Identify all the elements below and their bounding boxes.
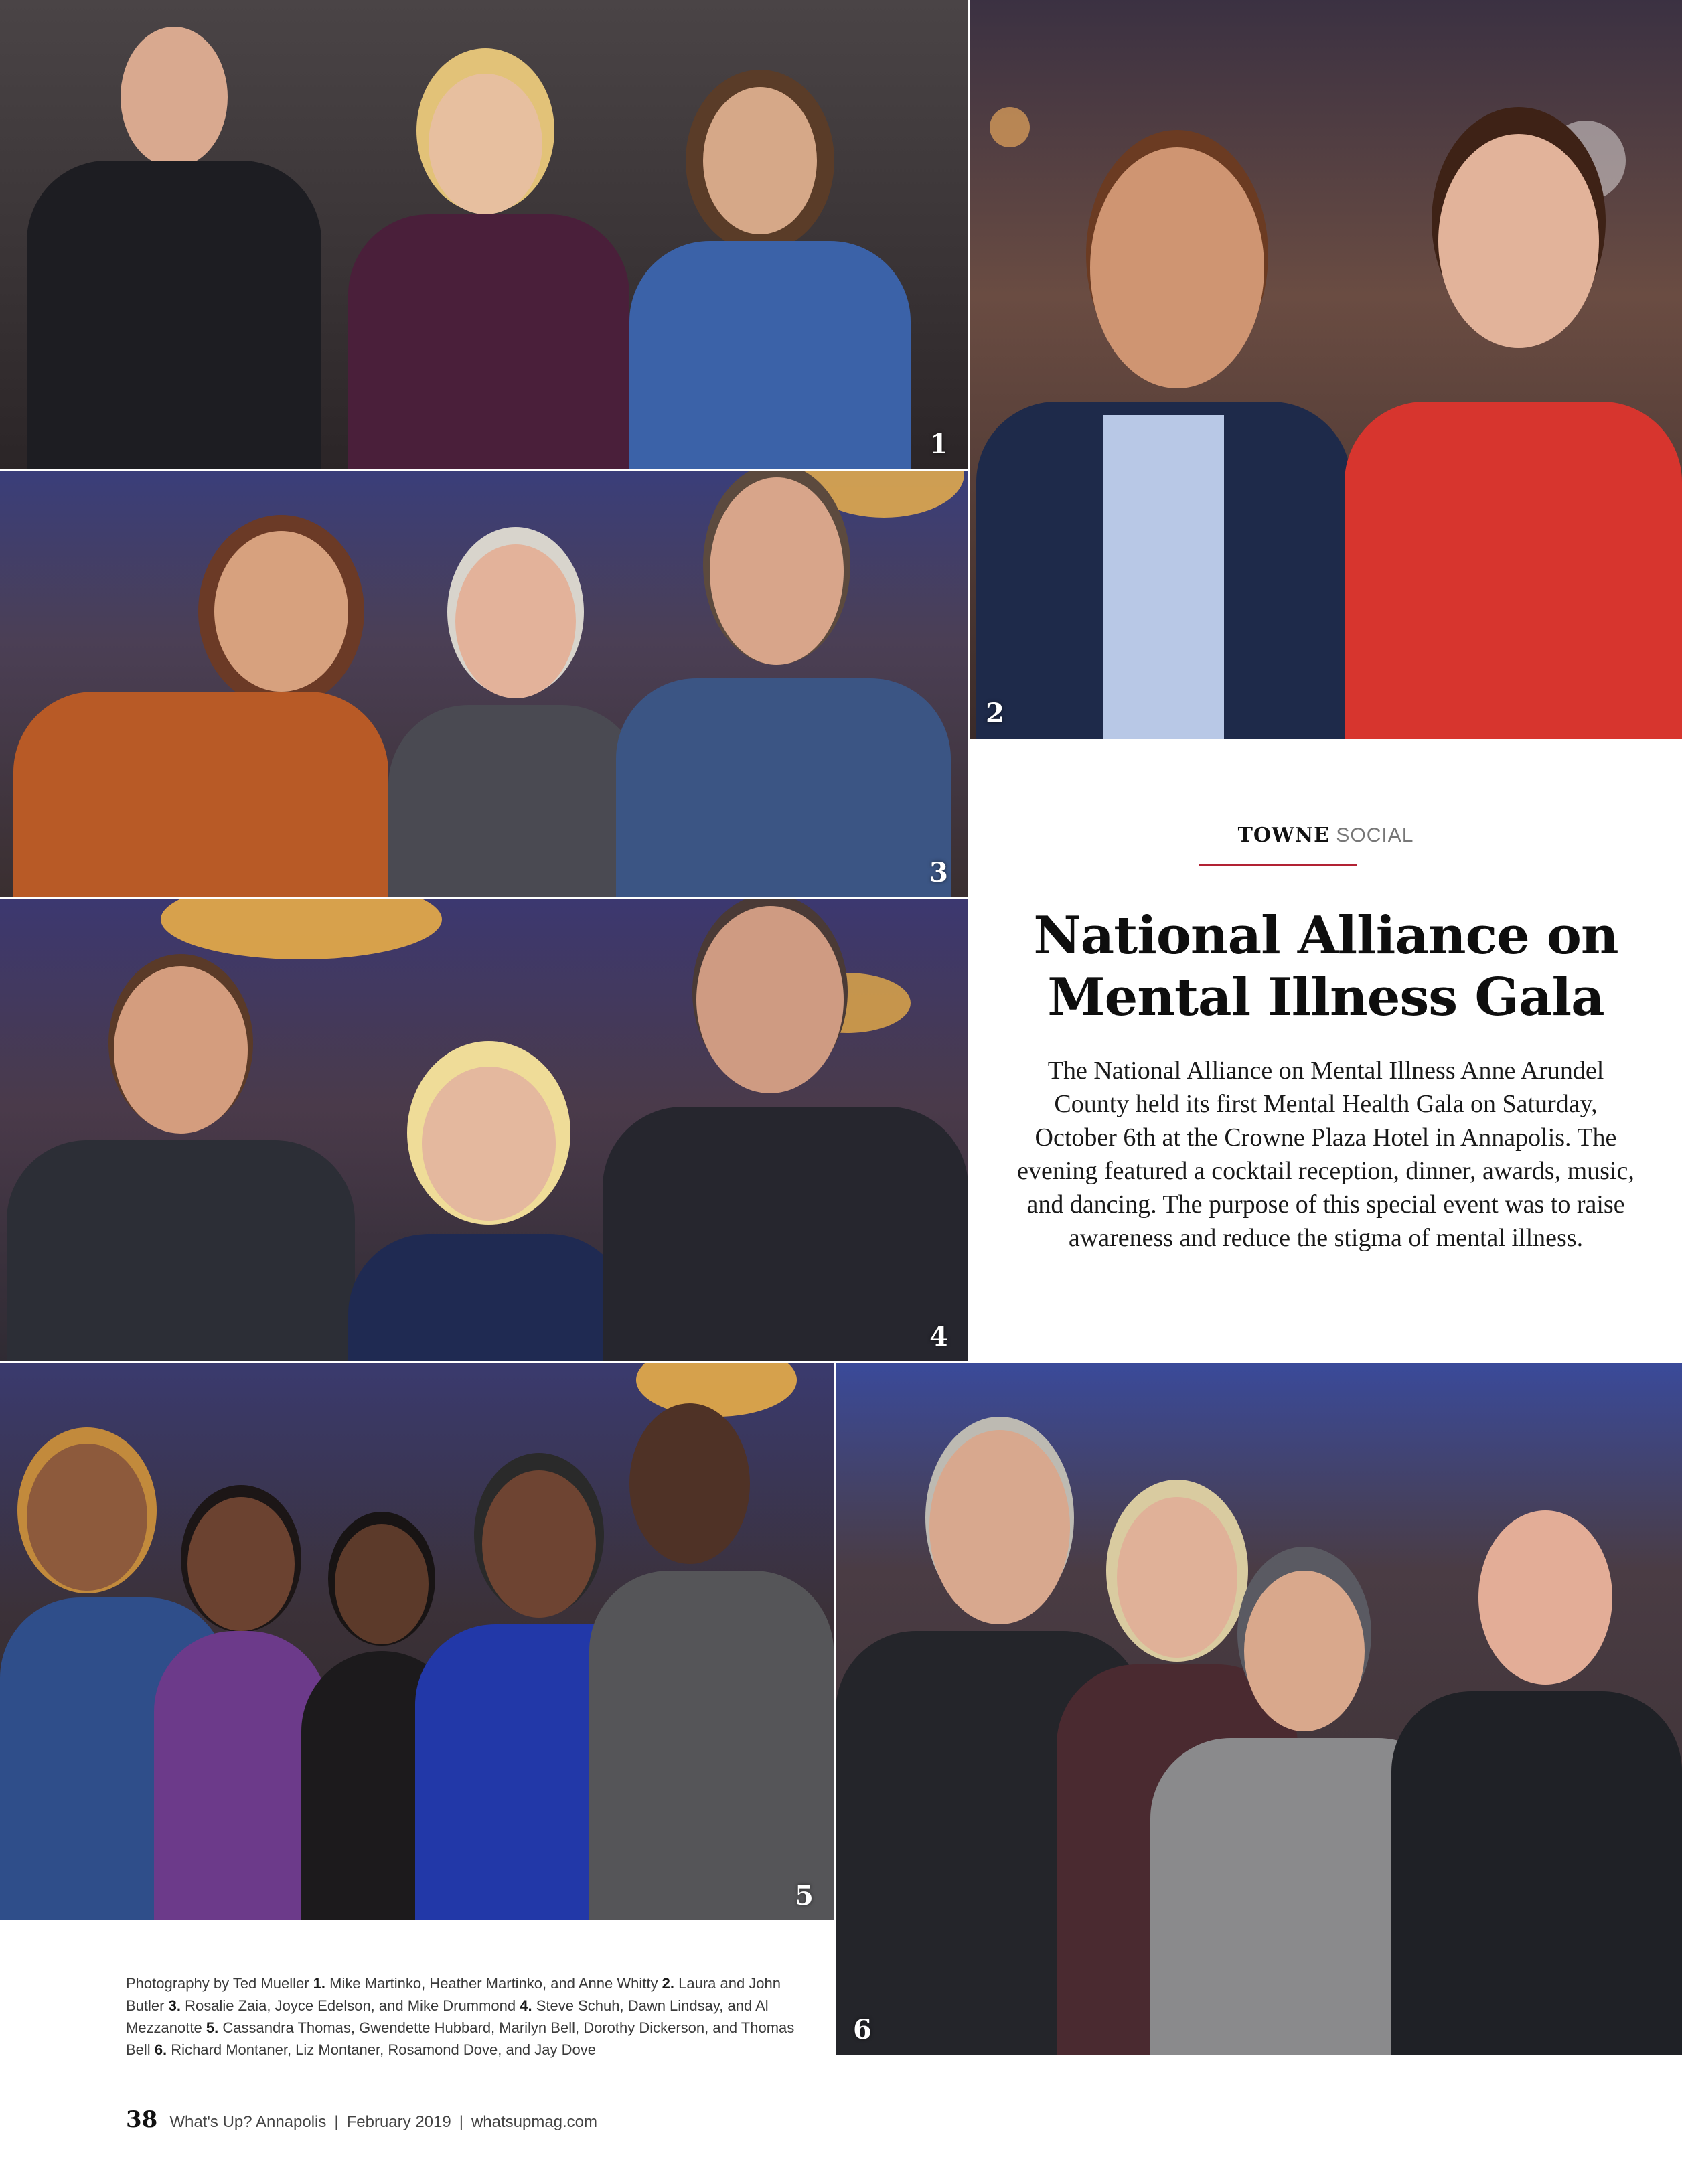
photo-caption — [126, 1972, 809, 2061]
article-panel — [970, 739, 1682, 1362]
photo-number: 3 — [929, 857, 948, 888]
caption-names: Steve Schuh, Dawn Lindsay, and Al Mezzanotte — [126, 1997, 769, 2036]
person — [589, 1403, 834, 1920]
issue-date: February 2019 — [346, 2113, 451, 2131]
person — [348, 74, 629, 469]
headline: National Alliance on Mental Illness Gala — [1033, 905, 1618, 1028]
photo-number: 4 — [929, 1321, 948, 1352]
photo-credit: Photography by Ted Mueller — [126, 1975, 309, 1992]
caption-number: 2. — [662, 1975, 674, 1992]
person — [348, 1067, 629, 1361]
caption-names: Mike Martinko, Heather Martinko, and Anne Whitty — [329, 1975, 658, 1992]
caption-names: Rosalie Zaia, Joyce Edelson, and Mike Drummond — [185, 1997, 516, 2014]
photo-2 — [970, 0, 1682, 739]
person — [1391, 1510, 1682, 2055]
photo-3 — [0, 471, 968, 897]
photo-number: 2 — [986, 698, 1004, 729]
footer-separator: | — [334, 2113, 339, 2131]
caption-number: 5. — [206, 2019, 219, 2036]
photo-1 — [0, 0, 968, 469]
caption-names: Laura and John Butler — [126, 1975, 781, 2014]
person — [13, 531, 388, 897]
section-label — [970, 824, 1682, 847]
caption-names: Richard Montaner, Liz Montaner, Rosamond Dove, and Jay Dove — [171, 2041, 596, 2058]
photo-number: 6 — [853, 2014, 872, 2045]
publication-name: What's Up? Annapolis — [169, 2113, 327, 2131]
footer-separator: | — [459, 2113, 463, 2131]
person — [7, 966, 355, 1361]
caption-number: 4. — [520, 1997, 532, 2014]
person — [629, 87, 911, 469]
photo-6 — [836, 1363, 1682, 2055]
person — [616, 477, 951, 897]
photo-5 — [0, 1363, 834, 1920]
page-footer — [126, 2106, 597, 2133]
article-body: The National Alliance on Mental Illness Anne Arundel County held its first Mental Health Gala on Saturday, October 6th at the Crowne Plaza Hotel in Annapolis. The evening featured a cocktail reception, dinner, awards, music, and dancing. The purpose of this special event was to raise awareness and reduce the stigma of mental illness. — [1017, 1057, 1634, 1252]
caption-number: 3. — [168, 1997, 181, 2014]
photo-4 — [0, 899, 968, 1361]
page-number: 38 — [126, 2106, 158, 2133]
caption-number: 6. — [154, 2041, 167, 2058]
person — [976, 147, 1351, 739]
person — [1345, 134, 1682, 739]
website-link[interactable]: whatsupmag.com — [471, 2113, 598, 2131]
person — [603, 906, 968, 1361]
photo-number: 1 — [929, 428, 948, 460]
caption-names: Cassandra Thomas, Gwendette Hubbard, Marilyn Bell, Dorothy Dickerson, and Thomas Bell — [126, 2019, 795, 2058]
section-label-light: SOCIAL — [1336, 824, 1414, 846]
person — [388, 544, 643, 897]
section-rule — [1199, 864, 1357, 866]
caption-number: 1. — [313, 1975, 326, 1992]
person — [27, 27, 321, 469]
photo-number: 5 — [795, 1880, 814, 1912]
section-label-bold: TOWNE — [1237, 824, 1330, 847]
